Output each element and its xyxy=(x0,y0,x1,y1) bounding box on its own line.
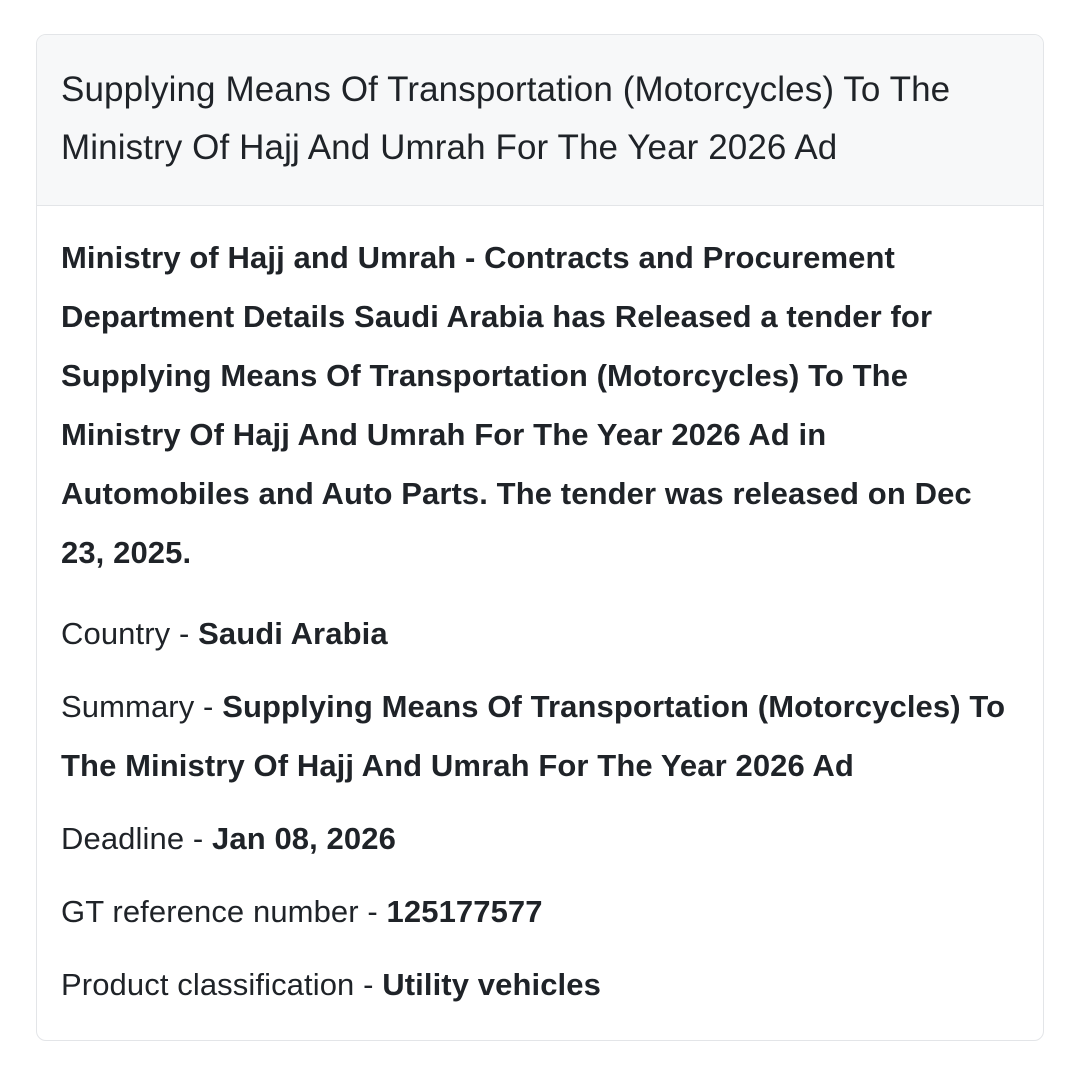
field-deadline-label: Deadline - xyxy=(61,821,213,856)
field-product-classification-label: Product classification - xyxy=(61,967,383,1002)
field-product-classification xyxy=(61,955,1019,1014)
card-header xyxy=(37,35,1043,206)
field-country-value: Saudi Arabia xyxy=(198,616,388,651)
field-product-classification-value: Utility vehicles xyxy=(382,967,601,1002)
field-gt-reference-number xyxy=(61,882,1019,941)
tender-card xyxy=(36,34,1044,1041)
card-body xyxy=(37,206,1043,1040)
tender-summary-tail: . xyxy=(182,535,192,570)
field-gt-reference-number-value: 125177577 xyxy=(386,894,543,929)
tender-release-date: Dec 23, 2025 xyxy=(61,476,972,570)
field-summary-label: Summary - xyxy=(61,689,223,724)
field-deadline-value: Jan 08, 2026 xyxy=(212,821,396,856)
tender-summary-middle: in Automobiles and Auto Parts. The tender was released on xyxy=(61,417,915,511)
tender-summary-lead: Ministry of Hajj and Umrah - Contracts and Procurement Department Details Saudi Arabia has Released a tender for xyxy=(61,240,933,334)
tender-summary-name: Supplying Means Of Transportation (Motorcycles) To The Ministry Of Hajj And Umrah For The Year 2026 Ad xyxy=(61,358,909,452)
field-summary-value: Supplying Means Of Transportation (Motorcycles) To The Ministry Of Hajj And Umrah For The Year 2026 Ad xyxy=(61,689,1006,783)
field-deadline xyxy=(61,809,1019,868)
field-country xyxy=(61,604,1019,663)
field-summary xyxy=(61,677,1019,795)
field-gt-reference-number-label: GT reference number - xyxy=(61,894,387,929)
field-country-label: Country - xyxy=(61,616,199,651)
page-title: Supplying Means Of Transportation (Motorcycles) To The Ministry Of Hajj And Umrah For The Year 2026 Ad xyxy=(61,70,951,167)
tender-summary-paragraph xyxy=(61,228,1019,582)
